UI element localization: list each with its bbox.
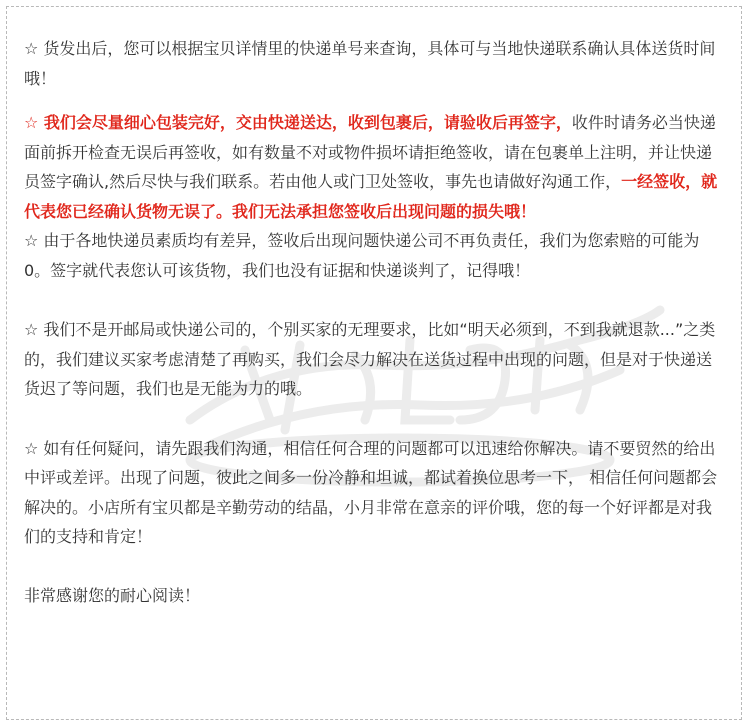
paragraph-text: 货发出后，您可以根据宝贝详情里的快递单号来查询，具体可与当地快递联系确认具体送货时间哦！ (24, 39, 716, 88)
paragraph-inspection (24, 108, 724, 226)
spacer (24, 404, 724, 434)
paragraph-text: 如有任何疑问，请先跟我们沟通，相信任何合理的问题都可以迅速给你解决。请不要贸然的给出中评或差评。出现了问题，彼此之间多一份冷静和坦诚，都试着换位思考一下， 相信任何问题都会解决的。小店所有宝贝都是辛勤劳动的结晶，小月非常在意亲的评价哦，您的每一个好评都是对我们的支持和肯定！ (24, 438, 718, 547)
paragraph-unreasonable-requests (24, 315, 724, 404)
star-icon: ☆ (24, 112, 39, 132)
warning-text: 一经签收，就代表您已经确认货物无误了。我们无法承担您签收后出现问题的损失哦！ (24, 172, 718, 221)
notice-content (24, 34, 724, 611)
paragraph-text: 由于各地快递员素质均有差异，签收后出现问题快递公司不再负责任，我们为您索赔的可能为0。签字就代表您认可该货物，我们也没有证据和快递谈判了，记得哦！ (24, 231, 700, 280)
spacer (24, 93, 724, 108)
spacer (24, 286, 724, 316)
spacer (24, 552, 724, 582)
star-icon: ☆ (24, 39, 39, 58)
paragraph-dispatch (24, 34, 724, 93)
warning-text: 我们会尽量细心包装完好，交由快递送达，收到包裹后，请验收后再签字， (38, 112, 572, 132)
paragraph-text: 收件时请务必当快递面前拆开检查无误后再签收，如有数量不对或物件损坏请拒绝签收，请在包裹单上注明，并让快递员签字确认,然后尽快与我们联系。若由他人或门卫处签收，事先也请做好沟通工作， (24, 112, 716, 192)
paragraph-thanks: 非常感谢您的耐心阅读！ (24, 586, 201, 606)
paragraph-text: 我们不是开邮局或快递公司的，个别买家的无理要求，比如“明天必须到，不到我就退款...”之类的，我们建议买家考虑清楚了再购买，我们会尽力解决在送货过程中出现的问题，但是对于快递送货迟了等问题，我们也是无能为力的哦。 (24, 320, 716, 399)
star-icon: ☆ (24, 320, 39, 340)
star-icon: ☆ (24, 438, 39, 458)
star-icon: ☆ (24, 231, 39, 251)
paragraph-courier-liability (24, 226, 724, 285)
paragraph-feedback (24, 434, 724, 552)
